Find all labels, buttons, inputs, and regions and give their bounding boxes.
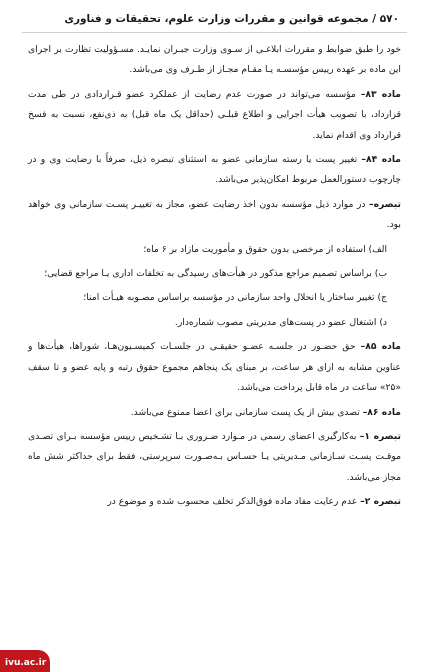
page-number: ۵۷۰ — [379, 13, 399, 25]
article-83 — [28, 85, 401, 146]
article-85 — [28, 337, 401, 398]
article-86-label: ماده ۸۶– — [362, 406, 401, 418]
note-84-label: تبصره– — [369, 198, 401, 210]
running-header — [22, 10, 399, 28]
article-84-label: ماده ۸۴– — [361, 154, 401, 166]
item-d: د) اشتغال عضو در پست‌های مدیریتی مصوب شماره‌دار. — [174, 316, 387, 328]
book-title: مجموعه قوانین و مقررات وزارت علوم، تحقیقات و فناوری — [64, 13, 369, 25]
watermark-text: ivu.ac.ir — [5, 658, 47, 668]
header-rule — [22, 32, 407, 33]
item-a: الف) استفاده از مرخصی بدون حقوق و مأموریت مازاد بر ۶ ماه؛ — [143, 243, 387, 255]
article-86 — [28, 403, 401, 423]
note-84 — [28, 195, 401, 236]
article-83-label: ماده ۸۳– — [360, 88, 401, 100]
item-b: ب) براساس تصمیم مراجع مذکور در هیأت‌های رسیدگی به تخلفات اداری یـا مراجع قضایی؛ — [44, 268, 387, 280]
note-86-1-label: تبصره ۱– — [359, 430, 401, 442]
article-84 — [28, 150, 401, 191]
item-c: ج) تغییر ساختار یا انحلال واحد سازمانی در مؤسسه براساس مصـوبه هیـأت امنا؛ — [83, 292, 387, 304]
paragraph-intro-text: خود را طبق ضوابط و مقررات ابلاغـی از سـوی وزارت جبـران نمایـد. مسـؤولیت تظارت بر اجرای این ماده بر عهده رییس مؤسسـه یـا مقـام مجـاز از طـرف وی می‌باشد. — [28, 44, 401, 76]
note-86-1 — [28, 427, 401, 488]
note-86-2 — [28, 492, 401, 512]
article-83-text: مؤسسه می‌تواند در صورت عدم رضایت از عملکرد عضو قـراردادی در طی مدت قرارداد، با تصویب هیأت اجرایی و اطلاع قبلـی (حداقل یک ماه قبل) به ذی‌نفع، نسبت به فسخ قرارداد وی اقدام نماید. — [28, 88, 401, 141]
note-84-text: در موارد ذیل مؤسسه بدون اخذ رضایت عضو، مجاز به تغییـر پسـت سازمانی وی خواهد بود. — [28, 198, 401, 231]
note-86-2-label: تبصره ۲– — [360, 496, 401, 508]
article-84-text: تغییر پست یا رسته سازمانی عضو به استثنای تبصره ذیل، صرفاً با رضایت وی و در چارچوب دستورالعمل مربوط امکان‌پذیر می‌باشد. — [28, 154, 401, 186]
watermark-logo — [0, 650, 50, 672]
article-85-text: حق حضـور در جلسـه عضـو حقیقـی در جلسـات کمیسـیون‌هـا، شوراها، هیأت‌ها و عناوین مشابه به ازای هر ساعت، بر مبنای یک پنجاهم مجموع حقوق رتبه و پایه عضو و تا سقف «۲۵» ساعت در ماه قابل پرداخت می‌باشد. — [28, 341, 401, 394]
body-text — [28, 40, 401, 517]
note-86-2-text: عدم رعایت مفاد ماده فوق‌الذکر تخلف محسوب شده و موضوع در — [107, 496, 358, 508]
header-separator: / — [372, 13, 377, 25]
paragraph-intro — [28, 40, 401, 81]
article-85-label: ماده ۸۵– — [360, 341, 401, 353]
note-86-1-text: به‌کارگیری اعضای رسمی در مـوارد ضـروری بـا تشـخیص رییس مؤسسه بـرای تصـدی موقـت پسـت سـازمانی مـدیریتی یـا حسـاس بـه‌صـورت سرپرستی، فقط برای حداکثر شش ماه مجاز می‌باشد. — [28, 430, 401, 483]
article-86-text: تصدی بیش از یک پست سازمانی برای اعضا ممنوع می‌باشد. — [130, 406, 360, 418]
